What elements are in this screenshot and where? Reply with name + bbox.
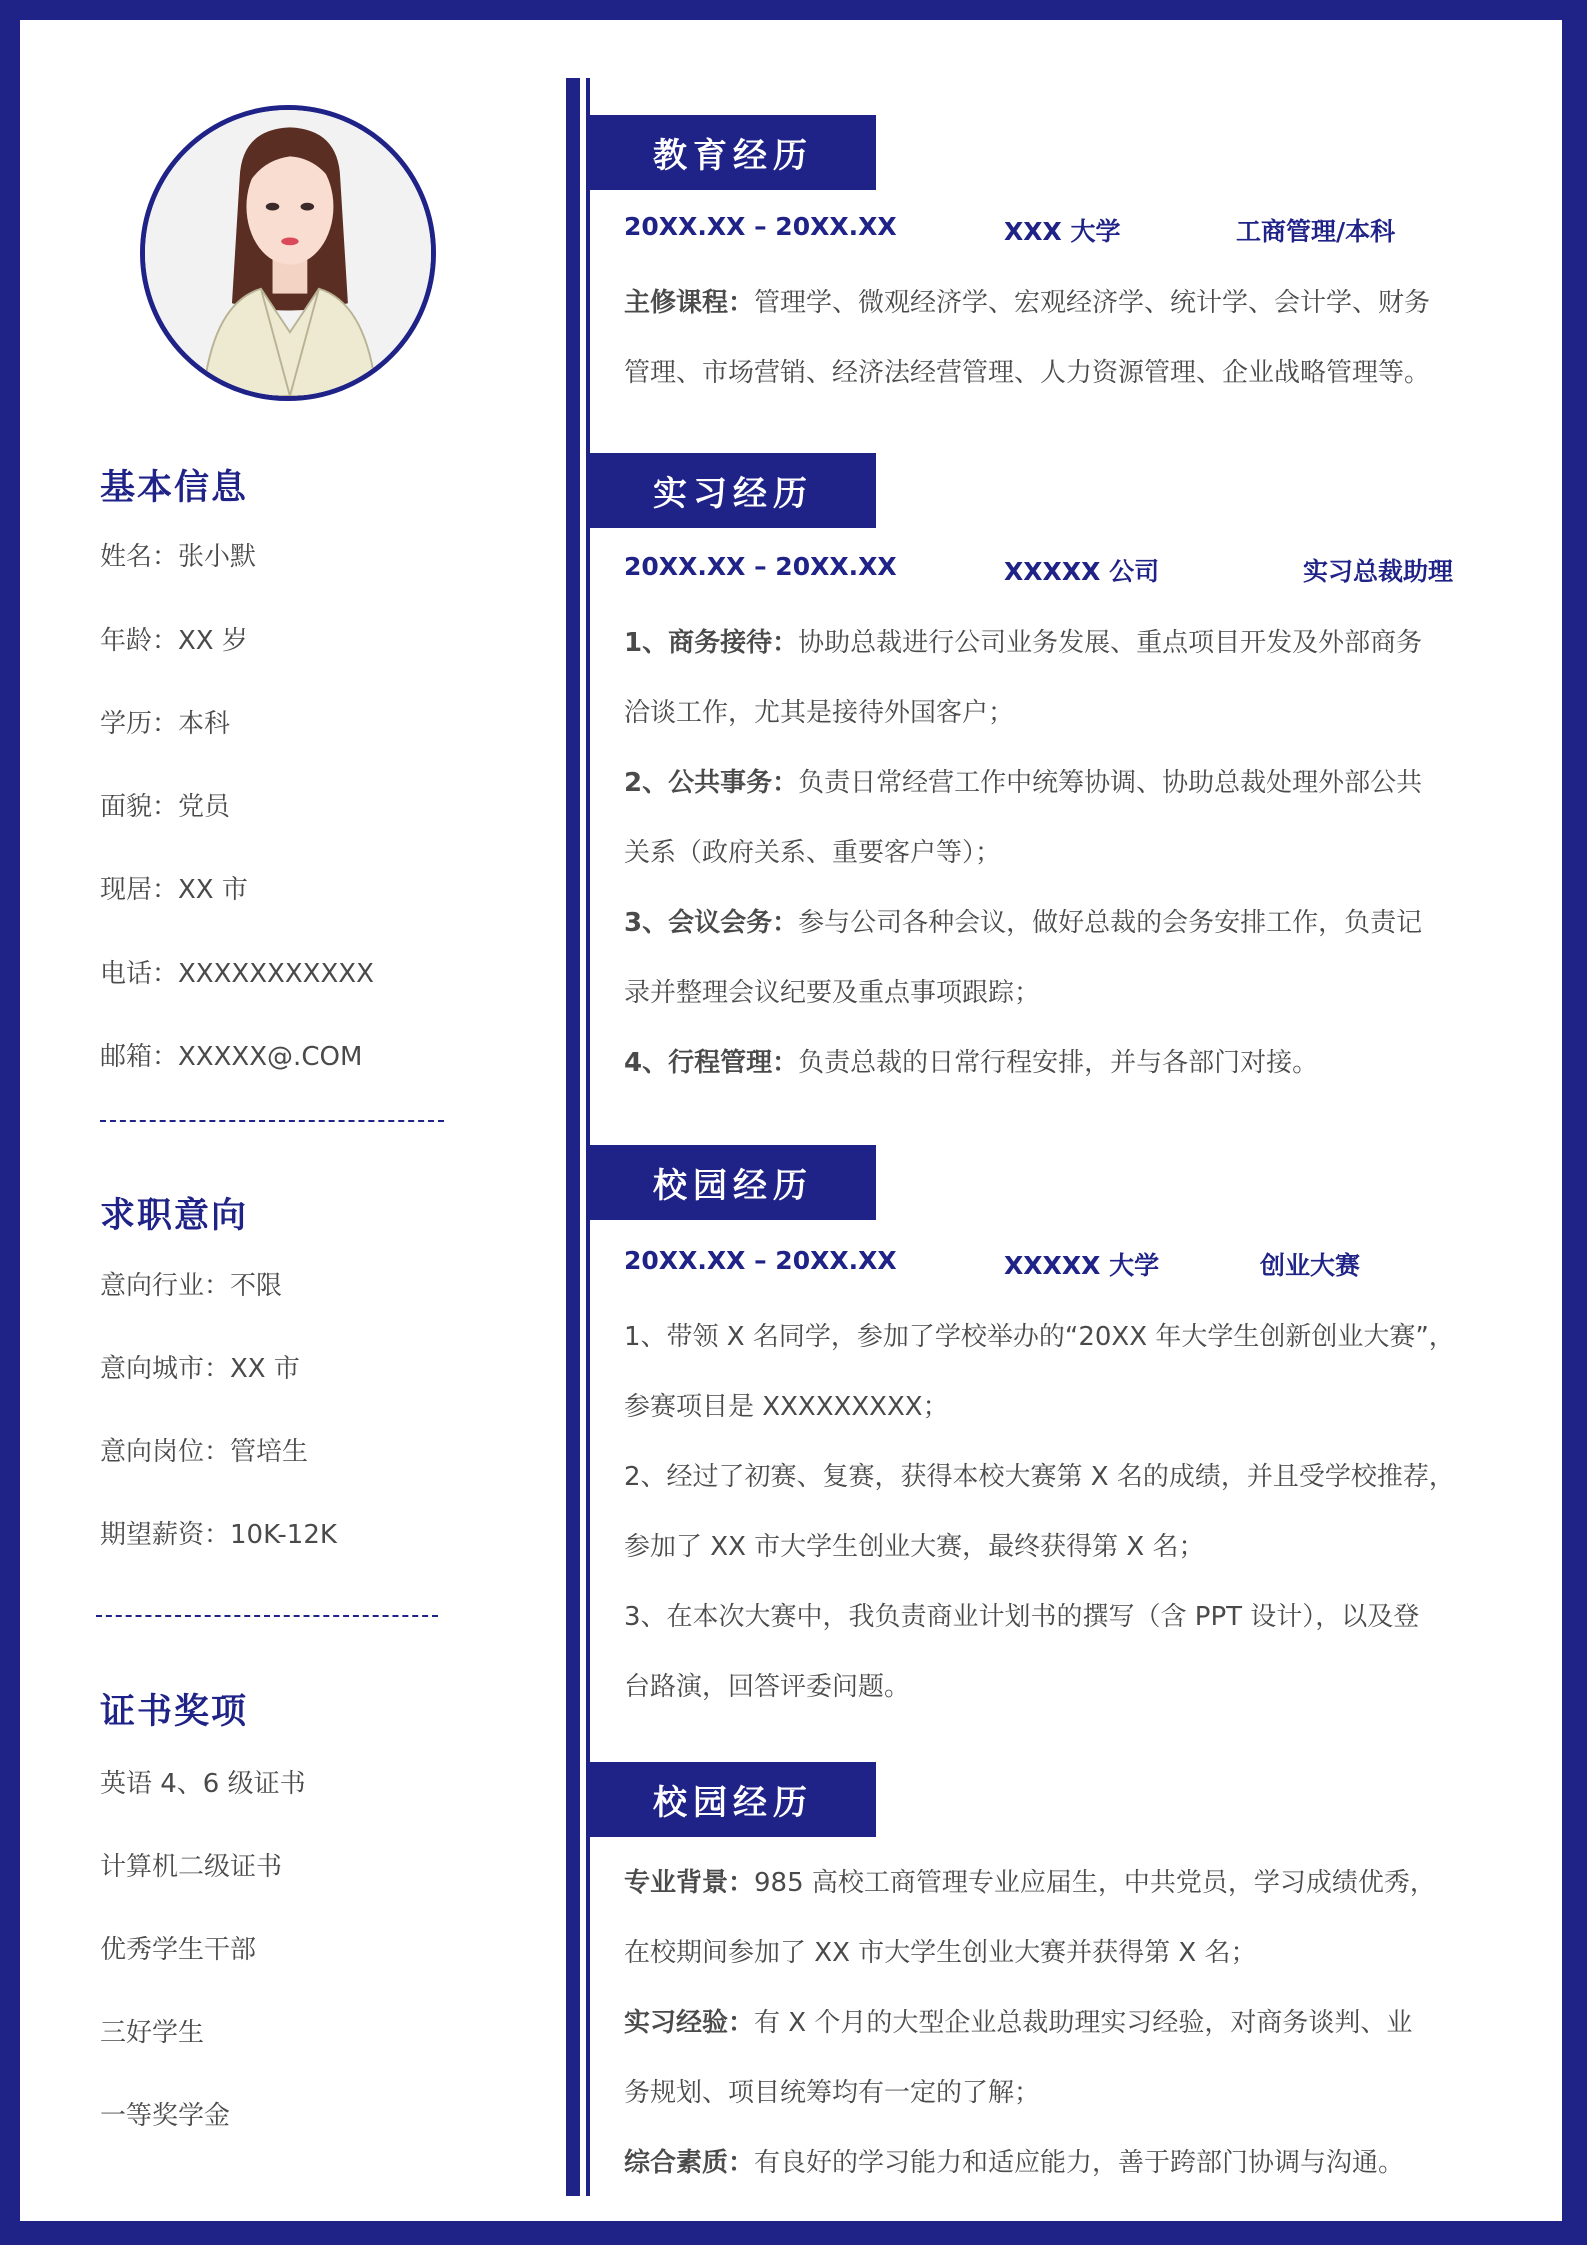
internship-date: 20XX.XX – 20XX.XX — [624, 552, 897, 581]
campus-event: 创业大赛 — [1260, 1251, 1361, 1280]
internship-line: 洽谈工作，尤其是接待外国客户； — [624, 698, 1015, 728]
campus-line: 参加了 XX 市大学生创业大赛，最终获得第 X 名； — [624, 1532, 1205, 1562]
certificates-heading: 证书奖项 — [100, 1692, 249, 1732]
resume-page — [20, 20, 1562, 2221]
campus-section-title: 校园经历 — [590, 1145, 876, 1220]
portrait-illustration-icon — [145, 110, 431, 396]
education-line: 管理、市场营销、经济法经营管理、人力资源管理、企业战略管理等。 — [624, 358, 1431, 388]
avatar — [140, 105, 436, 401]
section-divider — [100, 1120, 444, 1122]
internship-company: XXXXX 公司 — [1004, 557, 1160, 586]
self-eval-line: 综合素质：有良好的学习能力和适应能力，善于跨部门协调与沟通。 — [624, 2148, 1405, 2178]
campus-line: 台路演，回答评委问题。 — [624, 1672, 911, 1702]
internship-section-title: 实习经历 — [590, 453, 876, 528]
campus-date: 20XX.XX – 20XX.XX — [624, 1246, 897, 1275]
basic-info-education: 学历：本科 — [100, 709, 231, 739]
basic-info-phone: 电话：XXXXXXXXXXX — [100, 959, 374, 989]
section-divider — [96, 1615, 438, 1617]
internship-line: 关系（政府关系、重要客户等）； — [624, 838, 1002, 868]
certificate-item: 优秀学生干部 — [100, 1935, 257, 1965]
internship-role: 实习总裁助理 — [1303, 557, 1454, 586]
basic-info-age: 年龄：XX 岁 — [100, 626, 248, 656]
internship-line: 录并整理会议纪要及重点事项跟踪； — [624, 978, 1041, 1008]
campus-line: 参赛项目是 XXXXXXXXX； — [624, 1392, 949, 1422]
education-date: 20XX.XX – 20XX.XX — [624, 212, 897, 241]
education-major: 工商管理/本科 — [1236, 217, 1396, 246]
certificate-item: 英语 4、6 级证书 — [100, 1769, 306, 1799]
education-line: 主修课程：管理学、微观经济学、宏观经济学、统计学、会计学、财务 — [624, 288, 1431, 318]
column-divider — [566, 78, 580, 2196]
job-intent-industry: 意向行业：不限 — [100, 1271, 283, 1301]
education-section-title: 教育经历 — [590, 115, 876, 190]
campus-line: 1、带领 X 名同学，参加了学校举办的“20XX 年大学生创新创业大赛”， — [624, 1322, 1455, 1352]
basic-info-email: 邮箱：XXXXX@.COM — [100, 1042, 363, 1072]
internship-line: 3、会议会务：参与公司各种会议，做好总裁的会务安排工作，负责记 — [624, 908, 1423, 938]
internship-line: 4、行程管理：负责总裁的日常行程安排，并与各部门对接。 — [624, 1048, 1319, 1078]
self-eval-line: 专业背景：985 高校工商管理专业应届生，中共党员，学习成绩优秀， — [624, 1868, 1436, 1898]
basic-info-heading: 基本信息 — [100, 468, 249, 508]
basic-info-politics: 面貌：党员 — [100, 792, 231, 822]
education-school: XXX 大学 — [1004, 217, 1121, 246]
self-eval-line: 实习经验：有 X 个月的大型企业总裁助理实习经验，对商务谈判、业 — [624, 2008, 1413, 2038]
basic-info-residence: 现居：XX 市 — [100, 875, 248, 905]
campus-line: 2、经过了初赛、复赛，获得本校大赛第 X 名的成绩，并且受学校推荐， — [624, 1462, 1455, 1492]
self-eval-line: 在校期间参加了 XX 市大学生创业大赛并获得第 X 名； — [624, 1938, 1257, 1968]
certificate-item: 一等奖学金 — [100, 2101, 231, 2131]
column-divider-thin — [586, 78, 590, 2196]
job-intent-city: 意向城市：XX 市 — [100, 1354, 300, 1384]
basic-info-name: 姓名：张小默 — [100, 542, 257, 572]
internship-line: 1、商务接待：协助总裁进行公司业务发展、重点项目开发及外部商务 — [624, 628, 1423, 658]
self-eval-section-title: 校园经历 — [590, 1762, 876, 1837]
internship-line: 2、公共事务：负责日常经营工作中统筹协调、协助总裁处理外部公共 — [624, 768, 1423, 798]
campus-line: 3、在本次大赛中，我负责商业计划书的撰写（含 PPT 设计），以及登 — [624, 1602, 1420, 1632]
job-intent-heading: 求职意向 — [100, 1196, 249, 1236]
campus-school: XXXXX 大学 — [1004, 1251, 1160, 1280]
job-intent-position: 意向岗位：管培生 — [100, 1437, 309, 1467]
job-intent-salary: 期望薪资：10K-12K — [100, 1520, 337, 1550]
self-eval-line: 务规划、项目统筹均有一定的了解； — [624, 2078, 1041, 2108]
certificate-item: 三好学生 — [100, 2018, 205, 2048]
certificate-item: 计算机二级证书 — [100, 1852, 283, 1882]
